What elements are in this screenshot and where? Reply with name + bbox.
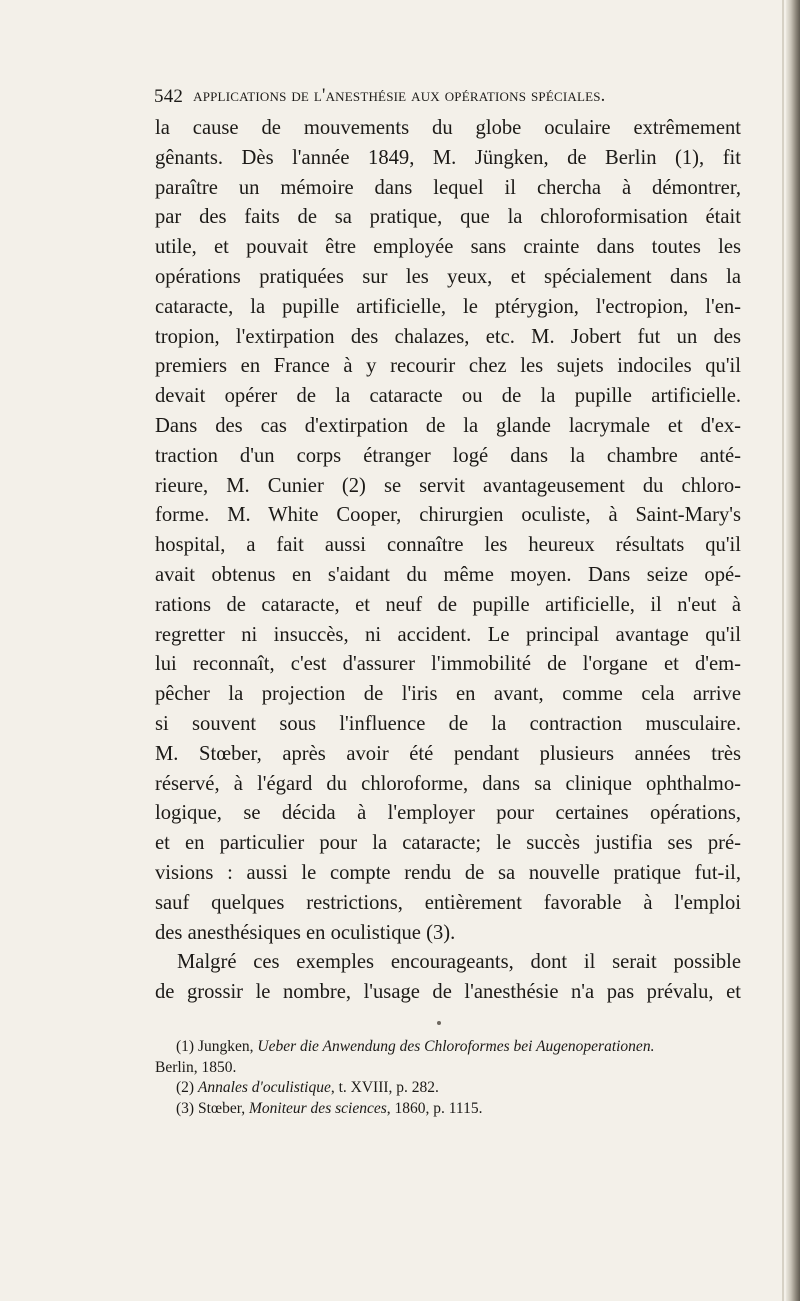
text-line: sauf quelques restrictions, entièrement favorable à l'emploi — [155, 891, 741, 914]
body-text — [155, 114, 741, 1008]
footnote-2-number: (2) — [176, 1079, 198, 1096]
text-line: Malgré ces exemples encourageants, dont il serait possible — [177, 951, 741, 974]
text-line: si souvent sous l'influence de la contraction musculaire. — [155, 712, 741, 735]
footnote-3-author: (3) Stœber, — [176, 1099, 249, 1117]
footnote-1-author: (1) Jungken, — [176, 1038, 258, 1055]
text-line: hospital, a fait aussi connaître les heureux résultats qu'il — [155, 534, 741, 557]
text-line: par des faits de sa pratique, que la chloroformisation était — [155, 206, 741, 229]
text-line: utile, et pouvait être employée sans crainte dans toutes les — [155, 236, 741, 259]
text-line: tropion, l'extirpation des chalazes, etc. M. Jobert fut un des — [155, 325, 741, 348]
text-line: lui reconnaît, c'est d'assurer l'immobilité de l'organe et d'em- — [155, 653, 741, 676]
text-line: premiers en France à y recourir chez les sujets indociles qu'il — [155, 355, 741, 378]
binding-shadow — [786, 0, 800, 1301]
text-line: de grossir le nombre, l'usage de l'anesthésie n'a pas prévalu, et — [155, 981, 741, 1004]
footnote-1-title: Ueber die Anwendung des Chloroformes bei Augenoperationen. — [257, 1038, 655, 1055]
footnote-2-title: Annales d'oculistique — [197, 1079, 331, 1096]
page-edge-line — [782, 0, 784, 1301]
text-line: visions : aussi le compte rendu de sa nouvelle pratique fut-il, — [155, 861, 741, 884]
footnote-3-title: Moniteur des sciences — [249, 1099, 387, 1117]
text-line: opérations pratiquées sur les yeux, et spécialement dans la — [155, 265, 741, 288]
footnote-3 — [155, 1099, 741, 1120]
text-line: rations de cataracte, et neuf de pupille artificielle, il n'eut à — [155, 593, 741, 616]
text-line: pêcher la projection de l'iris en avant, comme cela arrive — [155, 683, 741, 706]
footnote-2-reference: , t. XVIII, p. 282. — [330, 1079, 439, 1096]
text-line: Dans des cas d'extirpation de la glande lacrymale et d'ex- — [155, 414, 741, 437]
footnotes — [155, 1037, 741, 1119]
text-line: M. Stœber, après avoir été pendant plusieurs années très — [155, 742, 741, 765]
footnote-2 — [155, 1078, 741, 1099]
text-line: rieure, M. Cunier (2) se servit avantageusement du chloro- — [155, 474, 741, 497]
text-line: et en particulier pour la cataracte; le succès justifia ses pré- — [155, 832, 741, 855]
footnote-1-continued: Berlin, 1850. — [155, 1058, 237, 1076]
text-line: paraître un mémoire dans lequel il chercha à démontrer, — [155, 176, 741, 199]
text-line: gênants. Dès l'année 1849, M. Jüngken, de Berlin (1), fit — [155, 146, 741, 169]
text-line: traction d'un corps étranger logé dans la chambre anté- — [155, 444, 741, 467]
text-line: réservé, à l'égard du chloroforme, dans sa clinique ophthalmo- — [155, 772, 741, 795]
running-header — [154, 86, 744, 108]
text-line: des anesthésiques en oculistique (3). — [155, 921, 456, 944]
text-line: forme. M. White Cooper, chirurgien oculiste, à Saint-Mary's — [155, 504, 741, 527]
text-line: regretter ni insuccès, ni accident. Le principal avantage qu'il — [155, 623, 741, 646]
text-line: cataracte, la pupille artificielle, le ptérygion, l'ectropion, l'en- — [155, 295, 741, 318]
page-number: 542 — [154, 86, 184, 107]
footnote-1 — [155, 1037, 741, 1058]
text-line: devait opérer de la cataracte ou de la pupille artificielle. — [155, 385, 741, 408]
text-line: la cause de mouvements du globe oculaire extrêmement — [155, 117, 741, 139]
footnote-3-reference: , 1860, p. 1115. — [386, 1099, 483, 1117]
running-title: applications de l'anesthésie aux opérations spéciales. — [193, 86, 606, 106]
ink-speck — [437, 1021, 441, 1025]
text-line: avait obtenus en s'aidant du même moyen. Dans seize opé- — [155, 563, 741, 586]
text-line: logique, se décida à l'employer pour certaines opérations, — [155, 802, 741, 825]
